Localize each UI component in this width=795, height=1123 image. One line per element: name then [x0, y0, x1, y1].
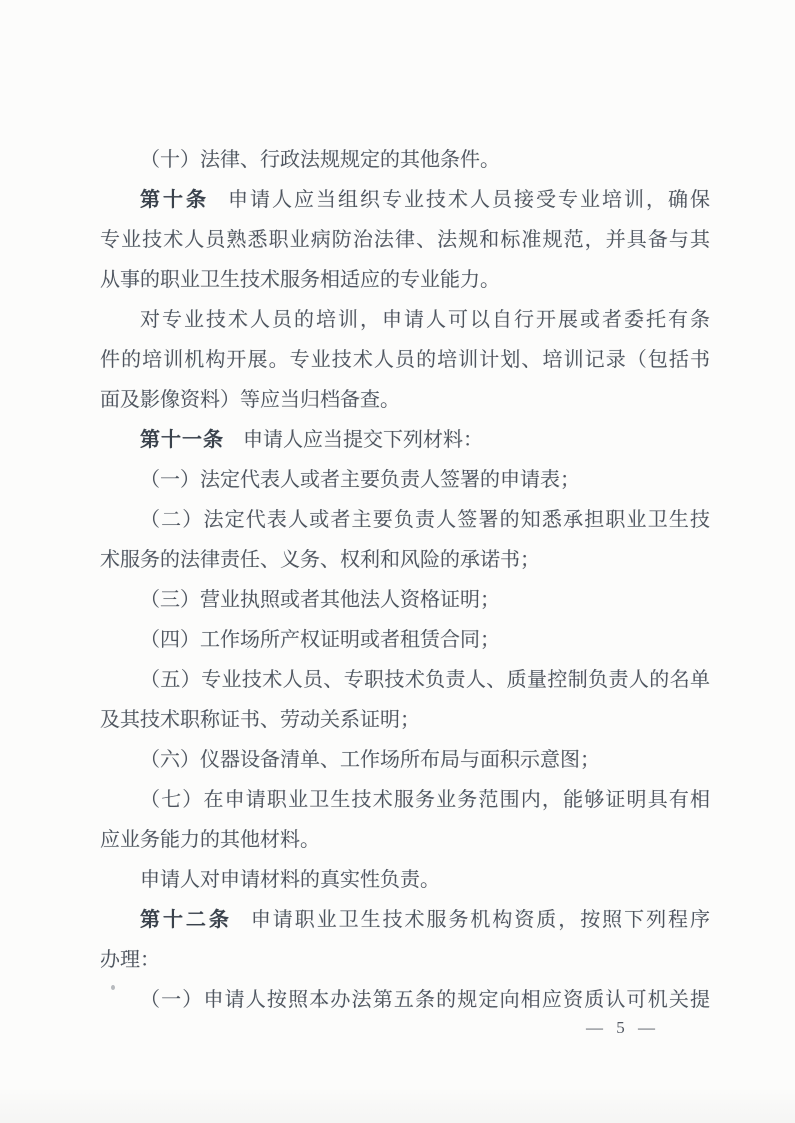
clause-text: 术服务的法律责任、义务、权利和风险的承诺书；: [100, 549, 540, 571]
doc-line: [100, 540, 710, 580]
doc-line: [100, 820, 710, 860]
clause-text: 件的培训机构开展。专业技术人员的培训计划、培训记录（包括书: [100, 349, 710, 371]
clause-text: （七）在申请职业卫生技术服务业务范围内，能够证明具有相: [140, 789, 710, 811]
article-12-label: 第十二条: [140, 909, 232, 931]
doc-line: [100, 340, 710, 380]
clause-text: （二）法定代表人或者主要负责人签署的知悉承担职业卫生技: [140, 509, 710, 531]
doc-line: [100, 940, 710, 980]
doc-line: [100, 620, 710, 660]
clause-text: 对专业技术人员的培训，申请人可以自行开展或者委托有条: [140, 309, 710, 331]
doc-line: [100, 740, 710, 780]
doc-line: [100, 460, 710, 500]
doc-line: [100, 260, 710, 300]
clause-text: 办理：: [100, 949, 160, 971]
doc-line: [100, 780, 710, 820]
doc-line: [100, 860, 710, 900]
clause-text: 申请人应当提交下列材料：: [243, 429, 483, 451]
clause-text: （一）申请人按照本办法第五条的规定向相应资质认可机关提: [140, 989, 710, 1011]
clause-text: 申请人应当组织专业技术人员接受专业培训，确保: [228, 189, 710, 211]
scan-speck: [111, 985, 115, 990]
clause-text: （三）营业执照或者其他法人资格证明；: [140, 589, 500, 611]
article-10-heading-line: [100, 180, 710, 220]
article-12-heading-line: [100, 900, 710, 940]
clause-text: （四）工作场所产权证明或者租赁合同；: [140, 629, 500, 651]
clause-text: 及其技术职称证书、劳动关系证明；: [100, 709, 420, 731]
clause-text: 从事的职业卫生技术服务相适应的专业能力。: [100, 269, 500, 291]
doc-line: [100, 380, 710, 420]
doc-line: [100, 300, 710, 340]
document-body: [100, 140, 710, 1020]
article-10-label: 第十条: [140, 189, 209, 211]
doc-line: [100, 500, 710, 540]
doc-line: [100, 700, 710, 740]
clause-text: （六）仪器设备清单、工作场所布局与面积示意图；: [140, 749, 600, 771]
clause-text: 申请职业卫生技术服务机构资质，按照下列程序: [250, 909, 710, 931]
clause-text: 专业技术人员熟悉职业病防治法律、法规和标准规范，并具备与其: [100, 229, 710, 251]
doc-line: [100, 980, 710, 1020]
clause-text: （一）法定代表人或者主要负责人签署的申请表；: [140, 469, 580, 491]
doc-line: [100, 140, 710, 180]
doc-line: [100, 220, 710, 260]
clause-text: （十）法律、行政法规规定的其他条件。: [140, 149, 500, 171]
clause-text: 应业务能力的其他材料。: [100, 829, 320, 851]
article-11-label: 第十一条: [140, 429, 224, 451]
clause-text: （五）专业技术人员、专职技术负责人、质量控制负责人的名单: [140, 669, 710, 691]
doc-line: [100, 660, 710, 700]
page-number: — 5 —: [586, 1018, 655, 1037]
doc-line: [100, 580, 710, 620]
article-11-heading-line: [100, 420, 710, 460]
clause-text: 申请人对申请材料的真实性负责。: [140, 869, 440, 891]
clause-text: 面及影像资料）等应当归档备查。: [100, 389, 400, 411]
